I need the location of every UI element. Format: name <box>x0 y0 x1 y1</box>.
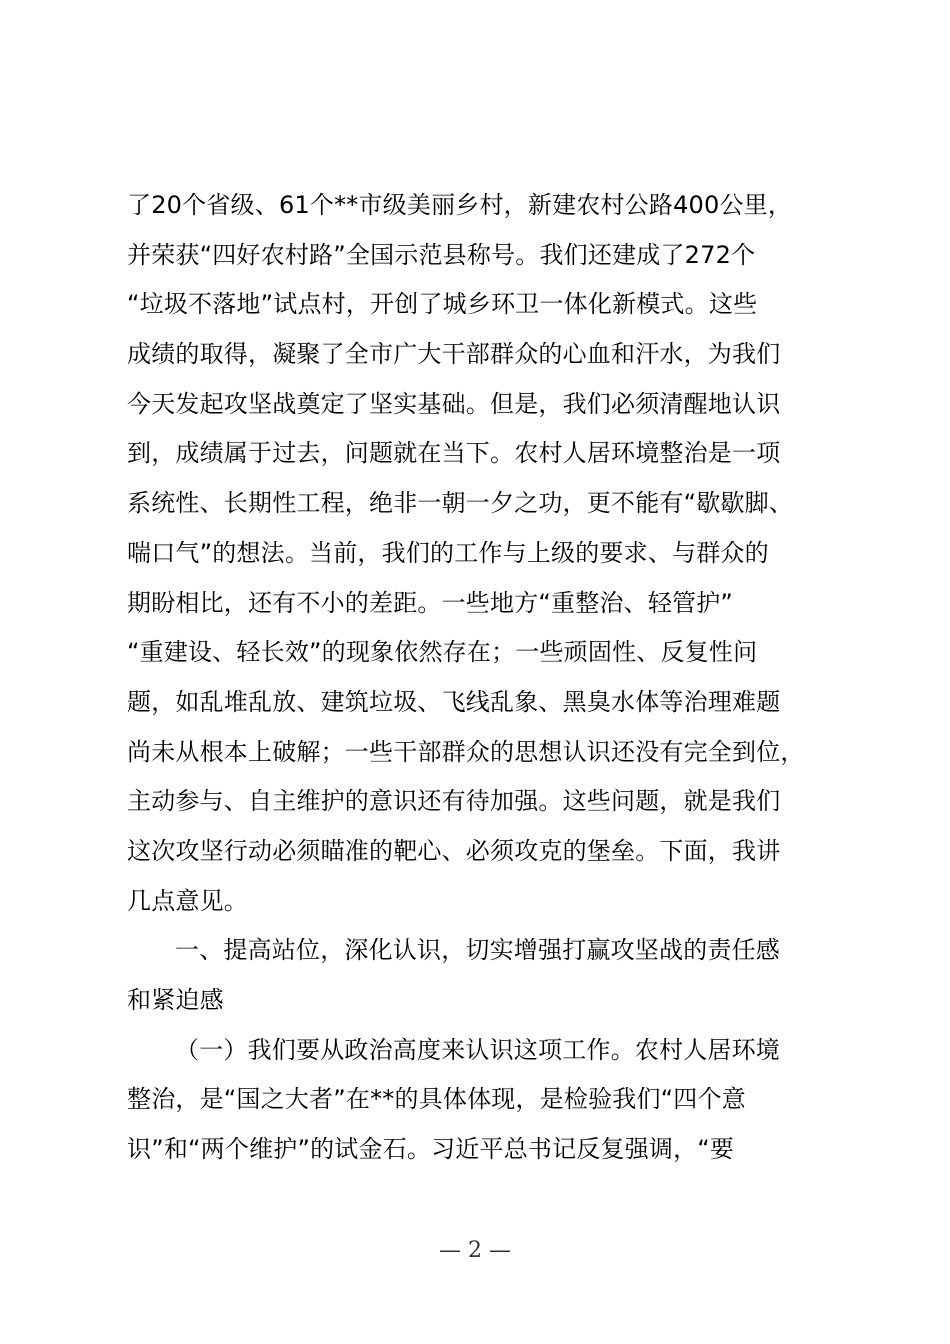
text-line: 到，成绩属于过去，问题就在当下。农村人居环境整治是一项 <box>127 439 781 468</box>
text-line: 尚未从根本上破解；一些干部群众的思想认识还没有完全到位， <box>127 737 805 766</box>
text-line: 今天发起攻坚战奠定了坚实基础。但是，我们必须清醒地认识 <box>127 389 781 418</box>
text-line: 识”和“两个维护”的试金石。习近平总书记反复强调，“要 <box>127 1135 735 1164</box>
text-line: 几点意见。 <box>127 886 248 915</box>
text-line: “垃圾不落地”试点村，开创了城乡环卫一体化新模式。这些 <box>127 290 758 319</box>
text-line: 喘口气”的想法。当前，我们的工作与上级的要求、与群众的 <box>127 538 769 567</box>
text-line: 期盼相比，还有不小的差距。一些地方“重整治、轻管护” <box>127 588 734 617</box>
text-line: “重建设、轻长效”的现象依然存在；一些顽固性、反复性问 <box>127 638 758 667</box>
text-line: 这次攻坚行动必须瞄准的靶心、必须攻克的堡垒。下面，我讲 <box>127 836 781 865</box>
text-line: 系统性、长期性工程，绝非一朝一夕之功，更不能有“歇歇脚、 <box>127 489 794 518</box>
body-text <box>127 181 837 1175</box>
text-line: 题，如乱堆乱放、建筑垃圾、飞线乱象、黑臭水体等治理难题 <box>127 687 781 716</box>
text-line: 了20个省级、61个**市级美丽乡村，新建农村公路400公里， <box>127 191 793 219</box>
section-heading-continued: 和紧迫感 <box>127 986 224 1014</box>
text-line: 成绩的取得，凝聚了全市广大干部群众的心血和汗水，为我们 <box>127 340 781 369</box>
subsection-line: （一）我们要从政治高度来认识这项工作。农村人居环境 <box>175 1035 780 1064</box>
text-line: 并荣获“四好农村路”全国示范县称号。我们还建成了272个 <box>127 240 756 269</box>
text-line: 主动参与、自主维护的意识还有待加强。这些问题，就是我们 <box>127 787 781 816</box>
text-line: 整治，是“国之大者”在**的具体体现，是检验我们“四个意 <box>127 1085 746 1114</box>
section-heading: 一、提高站位，深化认识，切实增强打赢攻坚战的责任感 <box>175 936 780 965</box>
page-number: — 2 — <box>439 1238 511 1263</box>
